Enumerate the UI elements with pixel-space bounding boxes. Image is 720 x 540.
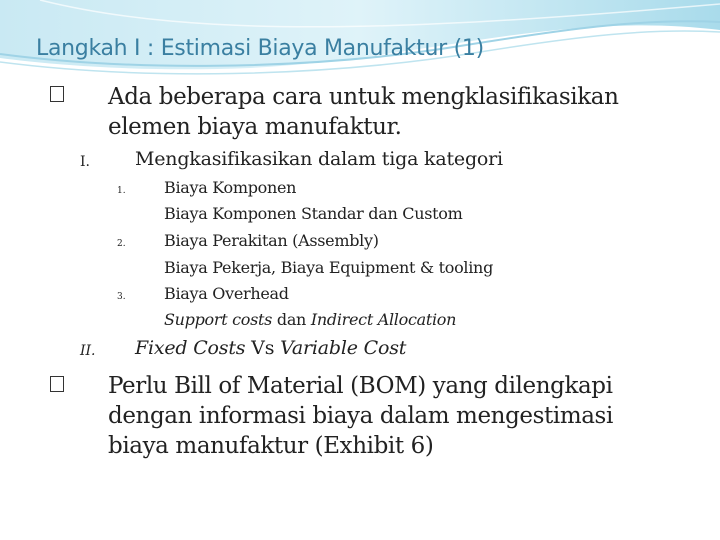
bullet-1-line-1: Ada beberapa cara untuk mengklasifikasikan (108, 84, 619, 110)
item-3-text: Biaya Overhead (164, 284, 289, 303)
item-1-text: Biaya Komponen (164, 178, 297, 197)
bullet-2-line-2: dengan informasi biaya dalam mengestimasi (108, 403, 613, 429)
bullet-1-line-2: elemen biaya manufaktur. (108, 114, 402, 140)
slide-title: Langkah I : Estimasi Biaya Manufaktur (1) (36, 36, 484, 61)
sub-2-marker: II. (80, 343, 96, 359)
sub-2-text (135, 337, 406, 359)
square-bullet-icon (50, 86, 64, 102)
item-3-detail-a: Support costs (164, 310, 273, 329)
sub-2-text-a: Fixed Costs (135, 337, 246, 359)
item-2-number: 2. (117, 239, 126, 249)
item-3-detail-b: dan (272, 310, 311, 329)
item-2-text: Biaya Perakitan (Assembly) (164, 231, 379, 250)
item-3-detail (164, 307, 456, 334)
item-3-detail-c: Indirect Allocation (310, 310, 457, 329)
sub-1-text: Mengkasifikasikan dalam tiga kategori (135, 148, 503, 170)
sub-1-marker: I. (80, 154, 90, 170)
sub-2-text-c: Variable Cost (280, 337, 407, 359)
square-bullet-icon (50, 376, 64, 392)
sub-2-text-b: Vs (245, 337, 281, 359)
item-1-number: 1. (117, 186, 126, 196)
item-1-detail: Biaya Komponen Standar dan Custom (164, 204, 463, 223)
item-3-number: 3. (117, 292, 126, 302)
bullet-2-line-1: Perlu Bill of Material (BOM) yang dilengkapi (108, 373, 613, 399)
bullet-2-line-3: biaya manufaktur (Exhibit 6) (108, 433, 434, 459)
item-2-detail: Biaya Pekerja, Biaya Equipment & tooling (164, 258, 494, 277)
